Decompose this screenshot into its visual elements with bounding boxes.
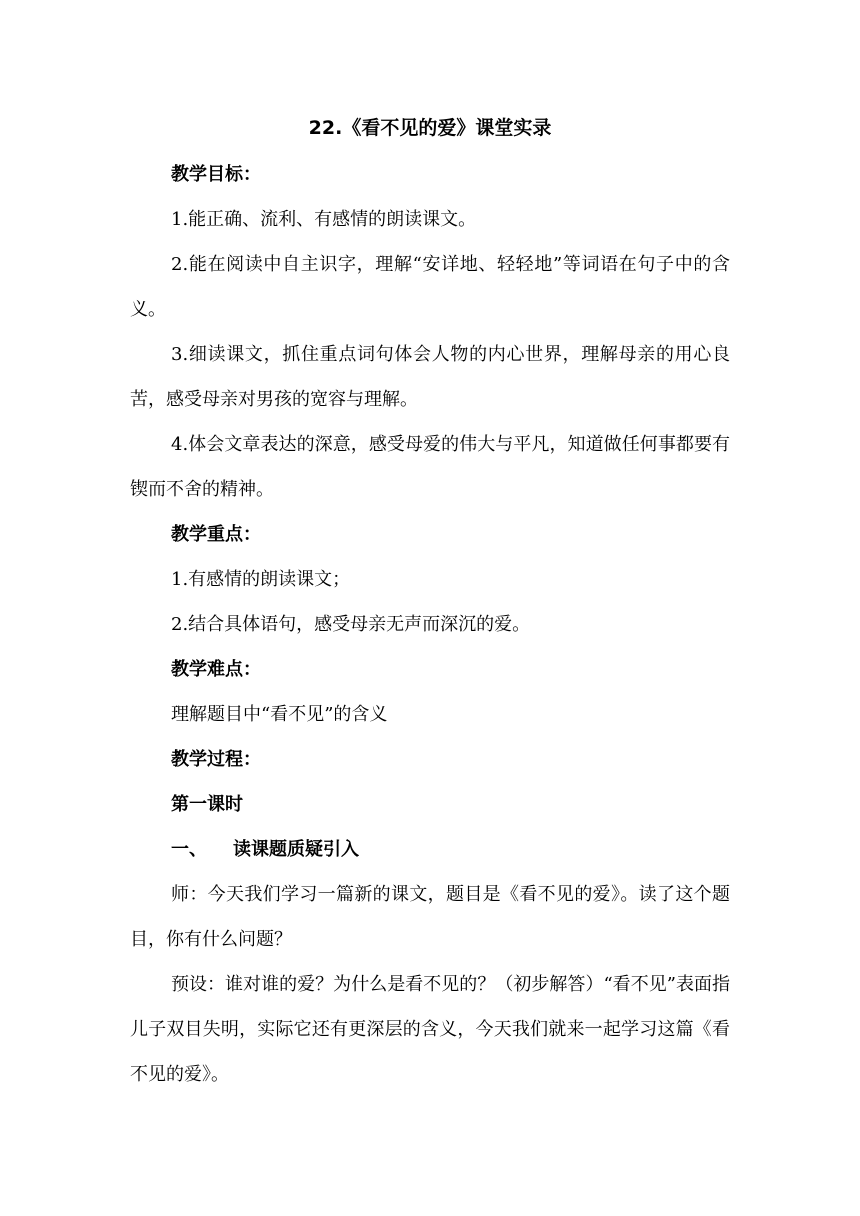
section-number: 一、	[171, 839, 207, 860]
goal-item: 2.能在阅读中自主识字，理解“安详地、轻轻地”等词语在句子中的含义。	[130, 254, 730, 320]
section-heading	[130, 827, 730, 872]
section-title: 读课题质疑引入	[233, 839, 359, 860]
preset-answer: 预设：谁对谁的爱？为什么是看不见的？（初步解答）“看不见”表面指儿子双目失明，实际它还有更深层的含义，今天我们就来一起学习这篇《看不见的爱》。	[130, 974, 730, 1085]
goal-item: 3.细读课文，抓住重点词句体会人物的内心世界，理解母亲的用心良苦，感受母亲对男孩的宽容与理解。	[130, 344, 730, 410]
process-heading: 教学过程：	[171, 749, 261, 770]
document-page	[130, 108, 730, 1097]
difficulty-text: 理解题目中“看不见”的含义	[171, 704, 388, 725]
goal-item: 4.体会文章表达的深意，感受母爱的伟大与平凡，知道做任何事都要有锲而不舍的精神。	[130, 434, 730, 500]
key-point-item: 2.结合具体语句，感受母亲无声而深沉的爱。	[171, 614, 531, 635]
goals-heading: 教学目标：	[171, 164, 261, 185]
goal-item: 1.能正确、流利、有感情的朗读课文。	[171, 209, 477, 230]
lesson-heading: 第一课时	[171, 794, 243, 815]
key-point-item: 1.有感情的朗读课文；	[171, 569, 351, 590]
key-points-heading: 教学重点：	[171, 524, 261, 545]
document-title: 22.《看不见的爱》课堂实录	[308, 117, 552, 139]
teacher-line: 师：今天我们学习一篇新的课文，题目是《看不见的爱》。读了这个题目，你有什么问题？	[130, 884, 730, 950]
difficulty-heading: 教学难点：	[171, 659, 261, 680]
